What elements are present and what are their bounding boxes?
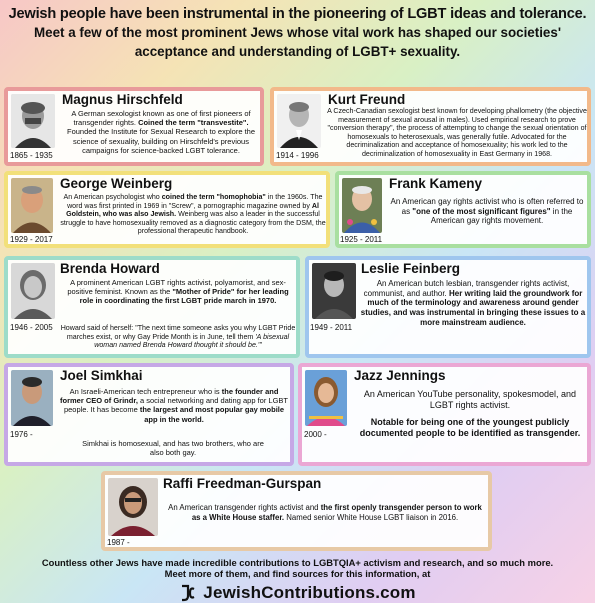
name-hirschfeld: Magnus Hirschfeld [62,92,183,107]
name-freund: Kurt Freund [328,92,406,107]
name-weinberg: George Weinberg [60,176,173,191]
card-feinberg [305,256,591,358]
bio-simkhai-family: Simkhai is homosexual, and has two brothers, who are also both gay. [82,439,264,458]
subheadline-line-2: acceptance and understanding of LGBT+ sexuality. [134,44,461,59]
bio-simkhai: An Israeli-American tech entrepreneur who is the founder and former CEO of Grindr, a social networking and dating app for LGBT people. It has become the largest and most popular gay mobile app in the world. [59,387,289,424]
bio-gurspan: An American transgender rights activist and the first openly transgender person to work as a White House staffer. Named senior White House LGBT liaison in 2016. [168,503,482,522]
bio-kameny: An American gay rights activist who is often referred to as "one of the most significant figures" in the American gay rights movement. [390,197,584,226]
years-gurspan: 1987 - [107,538,130,547]
quote-howard: Howard said of herself: "The next time someone asks you why LGBT Pride marches exist, or why Gay Pride Month is in June, tell them 'A bisexual woman named Brenda Howard thought it should be.'" [60,324,296,350]
subheadline-line-1: Meet a few of the most prominent Jews whose vital work has shaped our societies' [33,25,562,40]
footer-site[interactable] [0,583,595,603]
years-freund: 1914 - 1996 [276,151,319,160]
years-kameny: 1925 - 2011 [340,235,383,244]
bio-howard: A prominent American LGBT rights activist, polyamorist, and sex-positive feminist. Known as the "Mother of Pride" for her leading role in coordinating the first LGBT pride march in 1970. [67,278,289,306]
bio-jennings: An American YouTube personality, spokesmodel, and LGBT rights activist. [363,389,577,410]
years-feinberg: 1949 - 2011 [310,323,353,332]
card-gurspan [101,471,492,551]
card-weinberg [4,171,330,248]
name-howard: Brenda Howard [60,261,160,276]
bio-freund: A Czech-Canadian sexologist best known for developing phallometry (the objective measurement of sexual arousal in males). Used empirical research to prove "conversion therapy", the process of attempting to change the sexual orientation of homosexuals to heterosexuals, was generally futile. Advocated for the decriminalization and acceptance of homosexuality; his work led to the decriminalization of homosexuality in East Germany in 1968. [327,107,587,158]
bio-weinberg: An American psychologist who coined the term "homophobia" in the 1960s. The word was first printed in 1969 in "Screw", a pornographic magazine owned by Al Goldstein, who was also Jewish. Weinberg was also a leader in the successful struggle to have homosexuality removed as a diagnostic category from the DSM, the professional therapeutic handbook. [60,193,326,236]
portrait-kameny [342,178,382,233]
card-howard [4,256,300,358]
jewish-contributions-logo-icon [179,584,197,602]
portrait-simkhai [11,370,53,426]
years-weinberg: 1929 - 2017 [10,235,53,244]
name-simkhai: Joel Simkhai [60,368,143,383]
card-simkhai [4,363,294,466]
bio-hirschfeld: A German sexologist known as one of first pioneers of transgender rights. Coined the term "transvestite". Founded the Institute for Sexual Research to explore the science of sexuality, building on Hirschfeld's previous campaigns for science-backed LGBT tolerance. [66,109,256,155]
card-kameny [335,171,591,248]
portrait-feinberg [312,263,356,319]
years-jennings: 2000 - [304,430,327,439]
footer [0,557,595,603]
site-link[interactable]: JewishContributions.com [203,583,416,602]
name-feinberg: Leslie Feinberg [361,261,461,276]
bio-jennings-notable: Notable for being one of the youngest publicly documented people to be identified as transgender. [359,417,581,438]
card-freund [270,87,591,166]
portrait-hirschfeld [11,94,55,148]
footer-line-2: Meet more of them, and find sources for this information, at [164,568,431,579]
footer-line-1: Countless other Jews have made incredible contributions to LGBTQIA+ activism and research, and so much more. [41,557,554,568]
years-howard: 1946 - 2005 [10,323,53,332]
headline: Jewish people have been instrumental in the pioneering of LGBT ideas and tolerance. [8,6,587,22]
portrait-jennings [305,370,347,426]
years-simkhai: 1976 - [10,430,33,439]
name-kameny: Frank Kameny [389,176,483,191]
portrait-weinberg [11,178,53,233]
header [0,0,595,60]
name-gurspan: Raffi Freedman-Gurspan [163,476,322,491]
card-jennings [298,363,591,466]
portrait-howard [11,263,55,319]
name-jennings: Jazz Jennings [354,368,446,383]
portrait-freund [277,94,321,148]
bio-feinberg: An American butch lesbian, transgender rights activist, communist, and author. Her writing laid the groundwork for much of the terminology and awareness around gender studies, and was instrumental in bringing these issues to a more mainstream audience. [360,279,586,327]
portrait-gurspan [108,478,158,536]
years-hirschfeld: 1865 - 1935 [10,151,53,160]
card-hirschfeld [4,87,264,166]
